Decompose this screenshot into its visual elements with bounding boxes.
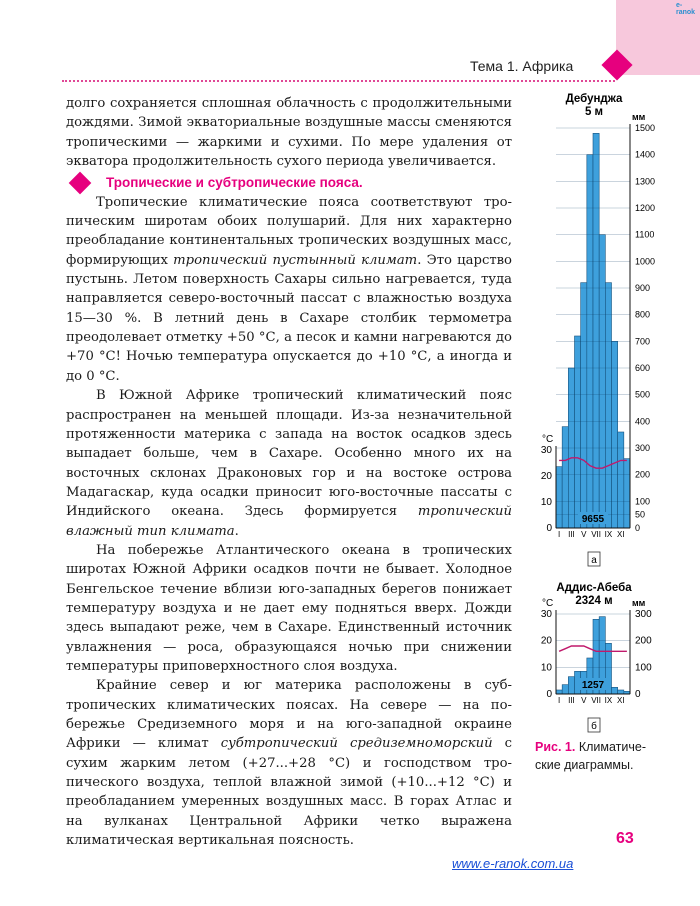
term: тропический пустынный климат: [173, 252, 418, 268]
right-tick-label: 900: [635, 283, 651, 293]
left-tick-label: 0: [546, 523, 552, 534]
left-tick-label: 20: [540, 471, 552, 482]
month-tick-label: XI: [616, 530, 625, 539]
right-tick-label: 600: [635, 363, 651, 373]
right-tick-label: 1300: [635, 176, 656, 187]
precip-bar: [618, 690, 624, 694]
panel-label: б: [591, 721, 597, 732]
precip-bar: [556, 690, 562, 694]
precip-bar: [575, 336, 581, 528]
month-tick-label: IX: [604, 530, 613, 539]
right-tick-label: 200: [635, 469, 651, 480]
figure-caption-text: Климатические диаграммы.: [535, 740, 647, 772]
figure-caption: [535, 738, 665, 774]
term: субтропический средиземноморский: [220, 736, 493, 752]
right-tick-label: 200: [635, 635, 652, 647]
text-run: с сухим жарким летом (+27...+28 °С) и господством тропического воздуха, теплой влажной зимой (+10...+12 °С) и преобладанием умеренных воздушных масс. В горах Атлас и на вулканах Центральной Африки четко выражена климатическая вертикальная поясность.: [66, 736, 512, 849]
page-number: 63: [616, 830, 634, 847]
total-precip-label: 9655: [581, 514, 605, 525]
month-tick-label: VII: [591, 530, 601, 539]
month-tick-label: I: [557, 530, 561, 539]
section-heading: [66, 173, 512, 192]
paragraph: На побережье Атлантического океана в тропических широтах Южной Африки осадков почти не бывает. Холодное Бенгельское течение вблизи юго-западных берегов понижает температуру воздуха и не дает ему подняться вверх. Дожди здесь выпадают реже, чем в Сахаре. Единственный источник увлажнения — роса, образующаяся ночью при снижении температуры приповерхностного слоя воздуха.: [66, 542, 512, 674]
right-axis-unit: мм: [632, 112, 646, 122]
website-link[interactable]: www.e-ranok.com.ua: [452, 856, 574, 871]
precip-bar: [605, 283, 611, 528]
right-axis-unit: мм: [632, 598, 646, 608]
right-tick-label: 700: [635, 336, 651, 347]
precip-bar: [556, 467, 562, 528]
right-tick-label: 50: [635, 509, 646, 520]
precip-bar: [612, 687, 618, 694]
header-divider: [62, 80, 615, 82]
right-tick-label: 100: [635, 662, 652, 674]
term: тропический влажный тип климата: [66, 504, 512, 539]
climate-chart-a: [526, 88, 666, 570]
precip-bar: [562, 685, 568, 694]
precip-bar: [581, 283, 587, 528]
text-run: Тропические климатические пояса соответствуют тропическим широтам обоих полушарий. Для них характерно преобладание континентальных тропических воздушных масс, формирующих: [66, 194, 512, 268]
chart-title: Дебунджа: [565, 93, 623, 105]
climate-chart-b: [526, 578, 666, 738]
paragraph: [66, 386, 512, 541]
precip-bar: [568, 677, 574, 694]
paragraph: [66, 193, 512, 386]
section-title: Тропические и субтропические пояса.: [106, 175, 363, 191]
month-tick-label: III: [568, 530, 575, 539]
month-tick-label: IX: [604, 696, 613, 705]
text-run: .: [234, 523, 239, 539]
total-precip-label: 1257: [581, 680, 605, 691]
left-tick-label: 30: [540, 609, 552, 620]
right-tick-label: 0: [635, 523, 641, 533]
right-tick-label: 0: [635, 689, 641, 700]
left-tick-label: 30: [540, 445, 552, 456]
precip-bar: [599, 235, 605, 528]
month-tick-label: I: [557, 696, 561, 705]
precip-bar: [618, 432, 624, 528]
panel-label: а: [591, 555, 597, 566]
precip-bar: [624, 459, 630, 528]
text-run: В Южной Африке тропический климатический пояс распространен на меньшей площади. Из-за незначительной протяженности материка с запада на восток осадков здесь выпадает больше, чем в Сахаре. Особенно много их на восточных склонах Драконовых гор и на востоке острова Мадагаскар, куда осадки приносит юго-восточные пассаты с Индийского океана. Здесь формируется: [66, 388, 512, 520]
precip-bar: [612, 341, 618, 528]
paragraph: [66, 676, 512, 850]
section-book-icon: [69, 172, 92, 195]
chart-title: Аддис-Абеба: [556, 582, 632, 594]
chart-subtitle: 5 м: [584, 106, 604, 118]
body-text: [66, 94, 512, 850]
text-run: . Это царство пустынь. Летом поверхность Сахары сильно нагревается, туда направляется северо-восточный пассат с влажностью воздуха 15—30 %. В летний день в Сахаре столбик термометра преодолевает отметку +50 °С, а песок и камни нагреваются до +70 °С! Ночью температура опускается до +10 °С, а иногда и до 0 °С.: [66, 252, 512, 384]
month-tick-label: III: [568, 696, 575, 705]
month-tick-label: XI: [616, 696, 625, 705]
right-tick-label: 500: [635, 389, 651, 400]
left-tick-label: 0: [546, 689, 552, 700]
page-header-title: Тема 1. Африка: [470, 58, 574, 74]
figure-label: Рис. 1.: [535, 740, 576, 754]
publisher-logo: e-ranok: [676, 2, 696, 16]
left-axis-unit: °С: [542, 598, 554, 609]
right-tick-label: 1100: [635, 229, 655, 240]
left-tick-label: 20: [540, 635, 552, 647]
right-tick-label: 800: [635, 309, 651, 320]
right-tick-label: 1000: [635, 256, 656, 267]
chart-subtitle: 2324 м: [575, 595, 613, 607]
text-run: Крайние север и юг материка расположены в субтропических климатических поясах. На севере — на побережье Средиземного моря и на юго-западной окраине Африки — климат: [66, 678, 512, 752]
left-tick-label: 10: [540, 497, 552, 508]
right-tick-label: 1400: [635, 149, 656, 160]
precip-bar: [562, 427, 568, 528]
left-axis-unit: °С: [542, 434, 554, 445]
right-tick-label: 100: [635, 496, 651, 507]
right-tick-label: 400: [635, 416, 651, 427]
month-tick-label: V: [581, 530, 587, 539]
right-tick-label: 300: [635, 443, 651, 453]
month-tick-label: VII: [591, 696, 601, 705]
paragraph: долго сохраняется сплошная облачность с продолжительными дождями. Зимой экваториальные воздушные массы сменяются тропическими — жаркими и сухими. По мере удаления от экватора продолжительность сухого периода увеличивается.: [66, 96, 512, 170]
right-tick-label: 1500: [635, 123, 656, 133]
right-tick-label: 300: [635, 609, 652, 620]
month-tick-label: V: [581, 696, 587, 705]
left-tick-label: 10: [540, 662, 552, 674]
right-tick-label: 1200: [635, 203, 656, 213]
